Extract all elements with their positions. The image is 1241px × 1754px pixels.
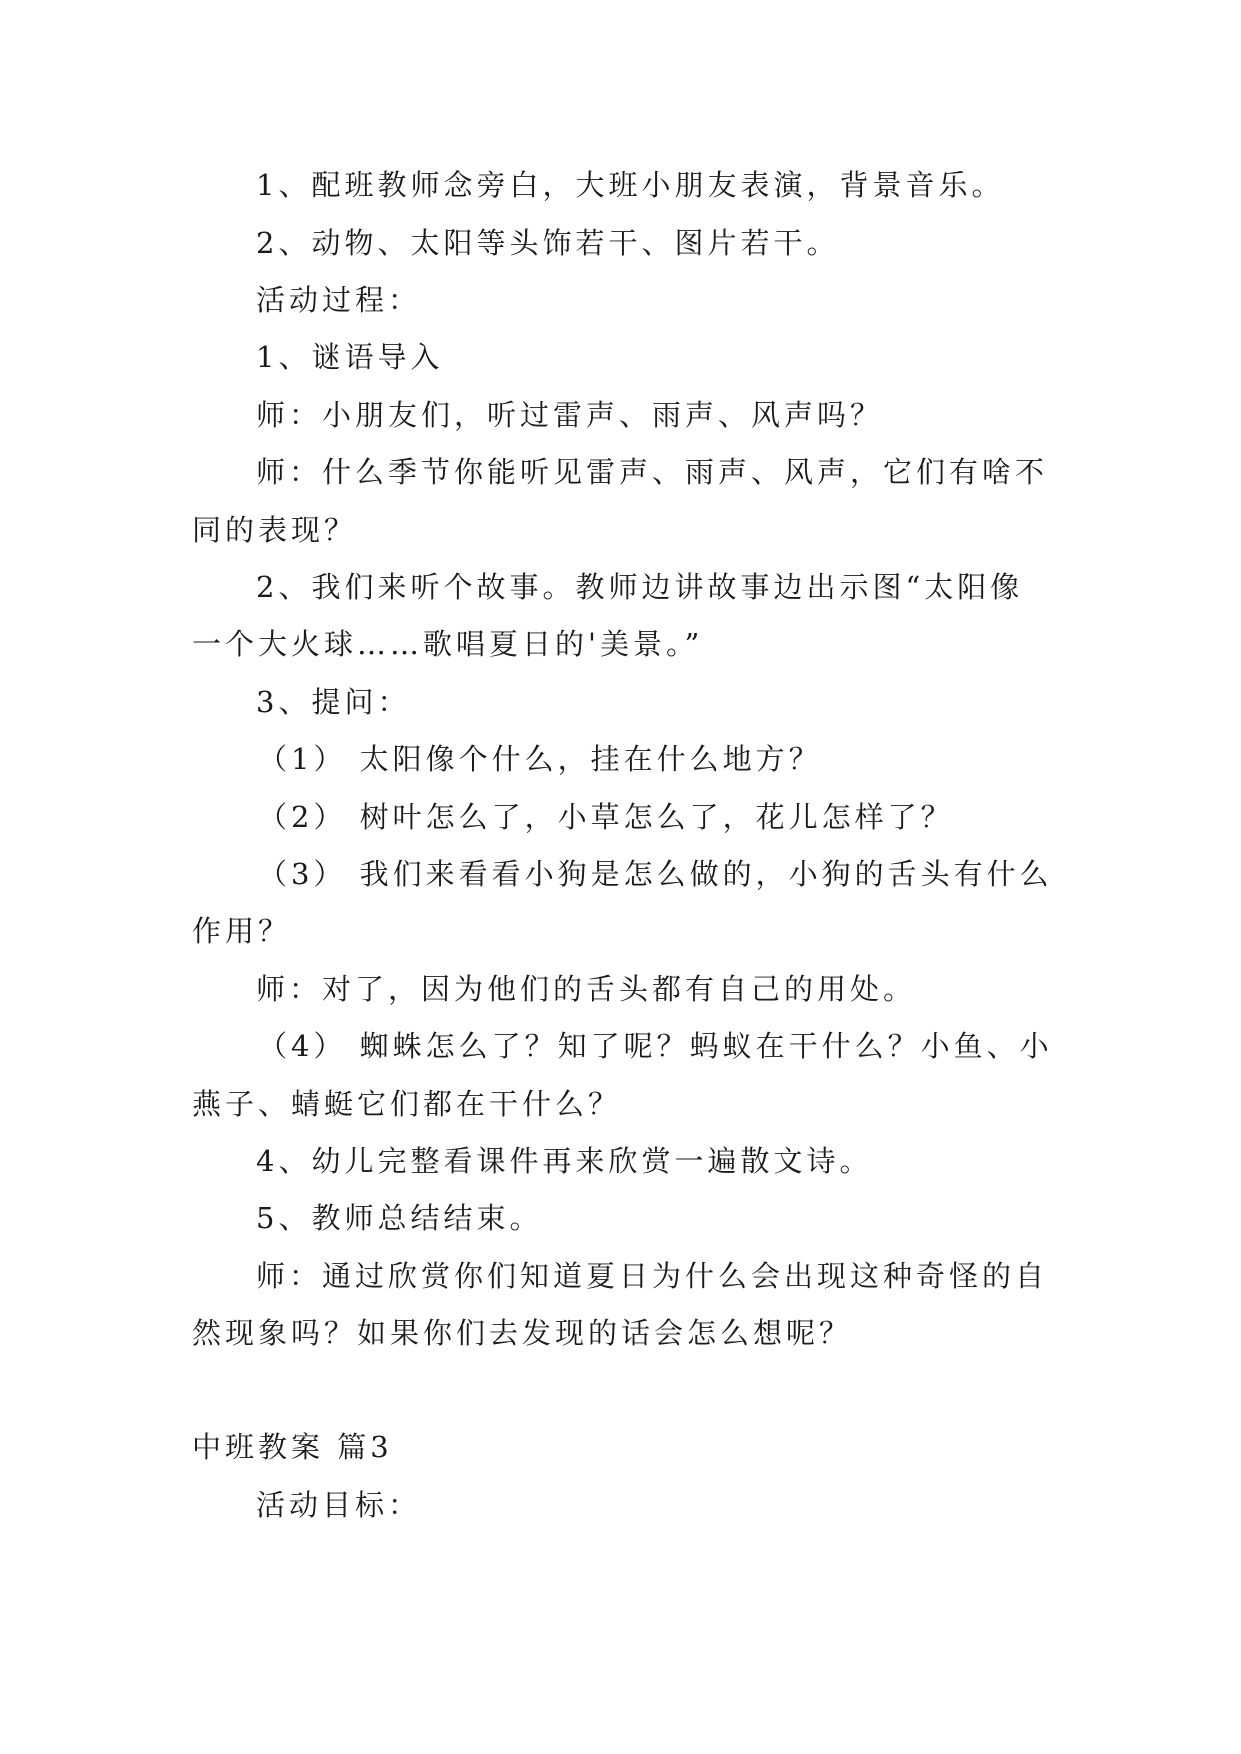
paragraph-line: （2） 树叶怎么了，小草怎么了，花儿怎样了？ xyxy=(258,800,954,834)
paragraph-line: 活动目标： xyxy=(256,1488,422,1522)
paragraph-line: （3） 我们来看看小狗是怎么做的，小狗的舌头有什么 xyxy=(258,857,1053,891)
paragraph-line: 师：什么季节你能听见雷声、雨声、风声，它们有啥不 xyxy=(256,455,1049,489)
paragraph-line: （4） 蜘蛛怎么了？知了呢？蚂蚁在干什么？小鱼、小 xyxy=(258,1029,1053,1063)
paragraph-line: 然现象吗？如果你们去发现的话会怎么想呢？ xyxy=(192,1316,853,1350)
paragraph-line: 活动过程： xyxy=(256,283,422,317)
paragraph-line: 师：通过欣赏你们知道夏日为什么会出现这种奇怪的自 xyxy=(256,1259,1049,1293)
paragraph-line: 2、我们来听个故事。教师边讲故事边出示图“太阳像 xyxy=(256,570,1024,604)
section-heading: 中班教案 篇3 xyxy=(192,1430,393,1464)
paragraph-line: 2、动物、太阳等头饰若干、图片若干。 xyxy=(256,226,840,260)
paragraph-line: 3、提问： xyxy=(256,685,411,719)
paragraph-line: 同的表现？ xyxy=(192,513,358,547)
paragraph-line: 作用？ xyxy=(192,914,292,948)
paragraph-line: 1、配班教师念旁白，大班小朋友表演，背景音乐。 xyxy=(256,168,1005,202)
paragraph-line: 师：小朋友们，听过雷声、雨声、风声吗？ xyxy=(256,398,884,432)
paragraph-line: 4、幼儿完整看课件再来欣赏一遍散文诗。 xyxy=(256,1144,873,1178)
paragraph-line: 燕子、蜻蜓它们都在干什么？ xyxy=(192,1087,622,1121)
paragraph-line: 5、教师总结结束。 xyxy=(256,1201,543,1235)
paragraph-line: 1、谜语导入 xyxy=(256,340,444,374)
paragraph-line: （1） 太阳像个什么，挂在什么地方？ xyxy=(258,742,822,776)
paragraph-line: 一个大火球……歌唱夏日的'美景。” xyxy=(192,627,704,661)
paragraph-line: 师：对了，因为他们的舌头都有自己的用处。 xyxy=(256,972,917,1006)
